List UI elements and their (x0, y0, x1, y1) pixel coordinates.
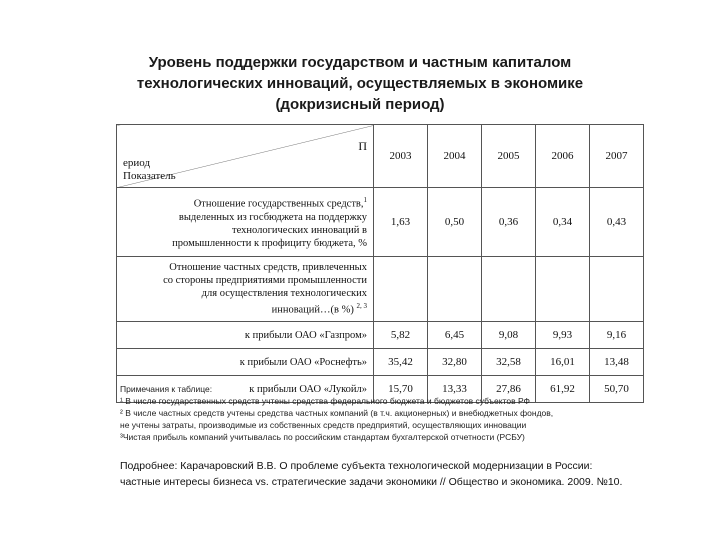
row-label-gazprom: к прибыли ОАО «Газпром» (117, 322, 374, 349)
header-corner-cell (117, 125, 374, 188)
table-cell: 5,82 (374, 322, 428, 349)
source-line-1: Подробнее: Карачаровский В.В. О проблеме субъекта технологической модернизации в России: (120, 460, 593, 472)
note-2b: не учтены затраты, производимые из собственных средств предприятий, осуществляющих инновации (120, 420, 527, 430)
table-cell: 35,42 (374, 349, 428, 376)
table-cell: 15,70 (374, 376, 428, 403)
year-header: 2005 (482, 125, 536, 188)
table-cell: 0,50 (428, 188, 482, 257)
table-header-row (117, 125, 644, 188)
table-row (117, 349, 644, 376)
table-cell: 6,45 (428, 322, 482, 349)
table-cell: 0,43 (590, 188, 644, 257)
table-cell: 13,33 (428, 376, 482, 403)
header-period-letter: П (358, 139, 367, 153)
table-row (117, 257, 644, 322)
table-cell: 13,48 (590, 349, 644, 376)
row-label-state-funds: Отношение государственных средств,$^1$ выделенных из госбюджета на поддержку технологических инноваций в промышленности к профициту бюджета, % (117, 188, 374, 257)
year-header: 2007 (590, 125, 644, 188)
year-header: 2006 (536, 125, 590, 188)
row-label-rosneft: к прибыли ОАО «Роснефть» (117, 349, 374, 376)
title-line-1: Уровень поддержки государством и частным капиталом (148, 54, 572, 71)
table-cell-empty (428, 257, 482, 322)
table-cell-empty (536, 257, 590, 322)
table-cell: 1,63 (374, 188, 428, 257)
table-cell: 9,93 (536, 322, 590, 349)
table-cell: 32,80 (428, 349, 482, 376)
table-cell: 9,08 (482, 322, 536, 349)
year-header: 2003 (374, 125, 428, 188)
table-cell: 27,86 (482, 376, 536, 403)
year-header: 2004 (428, 125, 482, 188)
table-cell-empty (590, 257, 644, 322)
page-title (80, 52, 640, 115)
note-1: ¹ В числе государственных средств учтены средства федерального бюджета и бюджетов субъектов РФ (120, 396, 531, 406)
table-cell: 9,16 (590, 322, 644, 349)
table-cell: 0,36 (482, 188, 536, 257)
table-row (117, 188, 644, 257)
table-row (117, 322, 644, 349)
row-label-lukoil: к прибыли ОАО «Лукойл» (117, 376, 374, 403)
table-cell: 50,70 (590, 376, 644, 403)
header-indicator: Показатель (123, 170, 176, 182)
source-line-2: частные интересы бизнеса vs. стратегические задачи экономики // Общество и экономика. 2009. №10. (120, 476, 623, 488)
note-2a: ² В числе частных средств учтены средства частных компаний (в т.ч. акционерных) и внебюджетных фондов, (120, 408, 554, 418)
source-reference (120, 458, 680, 490)
table-cell: 16,01 (536, 349, 590, 376)
table-notes (120, 383, 640, 443)
table-cell: 0,34 (536, 188, 590, 257)
notes-heading: Примечания к таблице: (120, 384, 213, 394)
table-cell-empty (482, 257, 536, 322)
title-line-3: (докризисный период) (275, 96, 445, 113)
table-cell-empty (374, 257, 428, 322)
title-line-2: технологических инноваций, осуществляемых в экономике (136, 75, 584, 92)
table-cell: 61,92 (536, 376, 590, 403)
table-cell: 32,58 (482, 349, 536, 376)
note-3: ³Чистая прибыль компаний учитывалась по российским стандартам бухгалтерской отчетности (РСБУ) (120, 432, 525, 442)
support-level-table (116, 124, 644, 403)
header-period-rest: ериод (123, 157, 151, 169)
row-label-private-funds: Отношение частных средств, привлеченных со стороны предприятиями промышленности для осуществления технологических инноваций…(в %) $^{2, 3}$ (117, 257, 374, 322)
